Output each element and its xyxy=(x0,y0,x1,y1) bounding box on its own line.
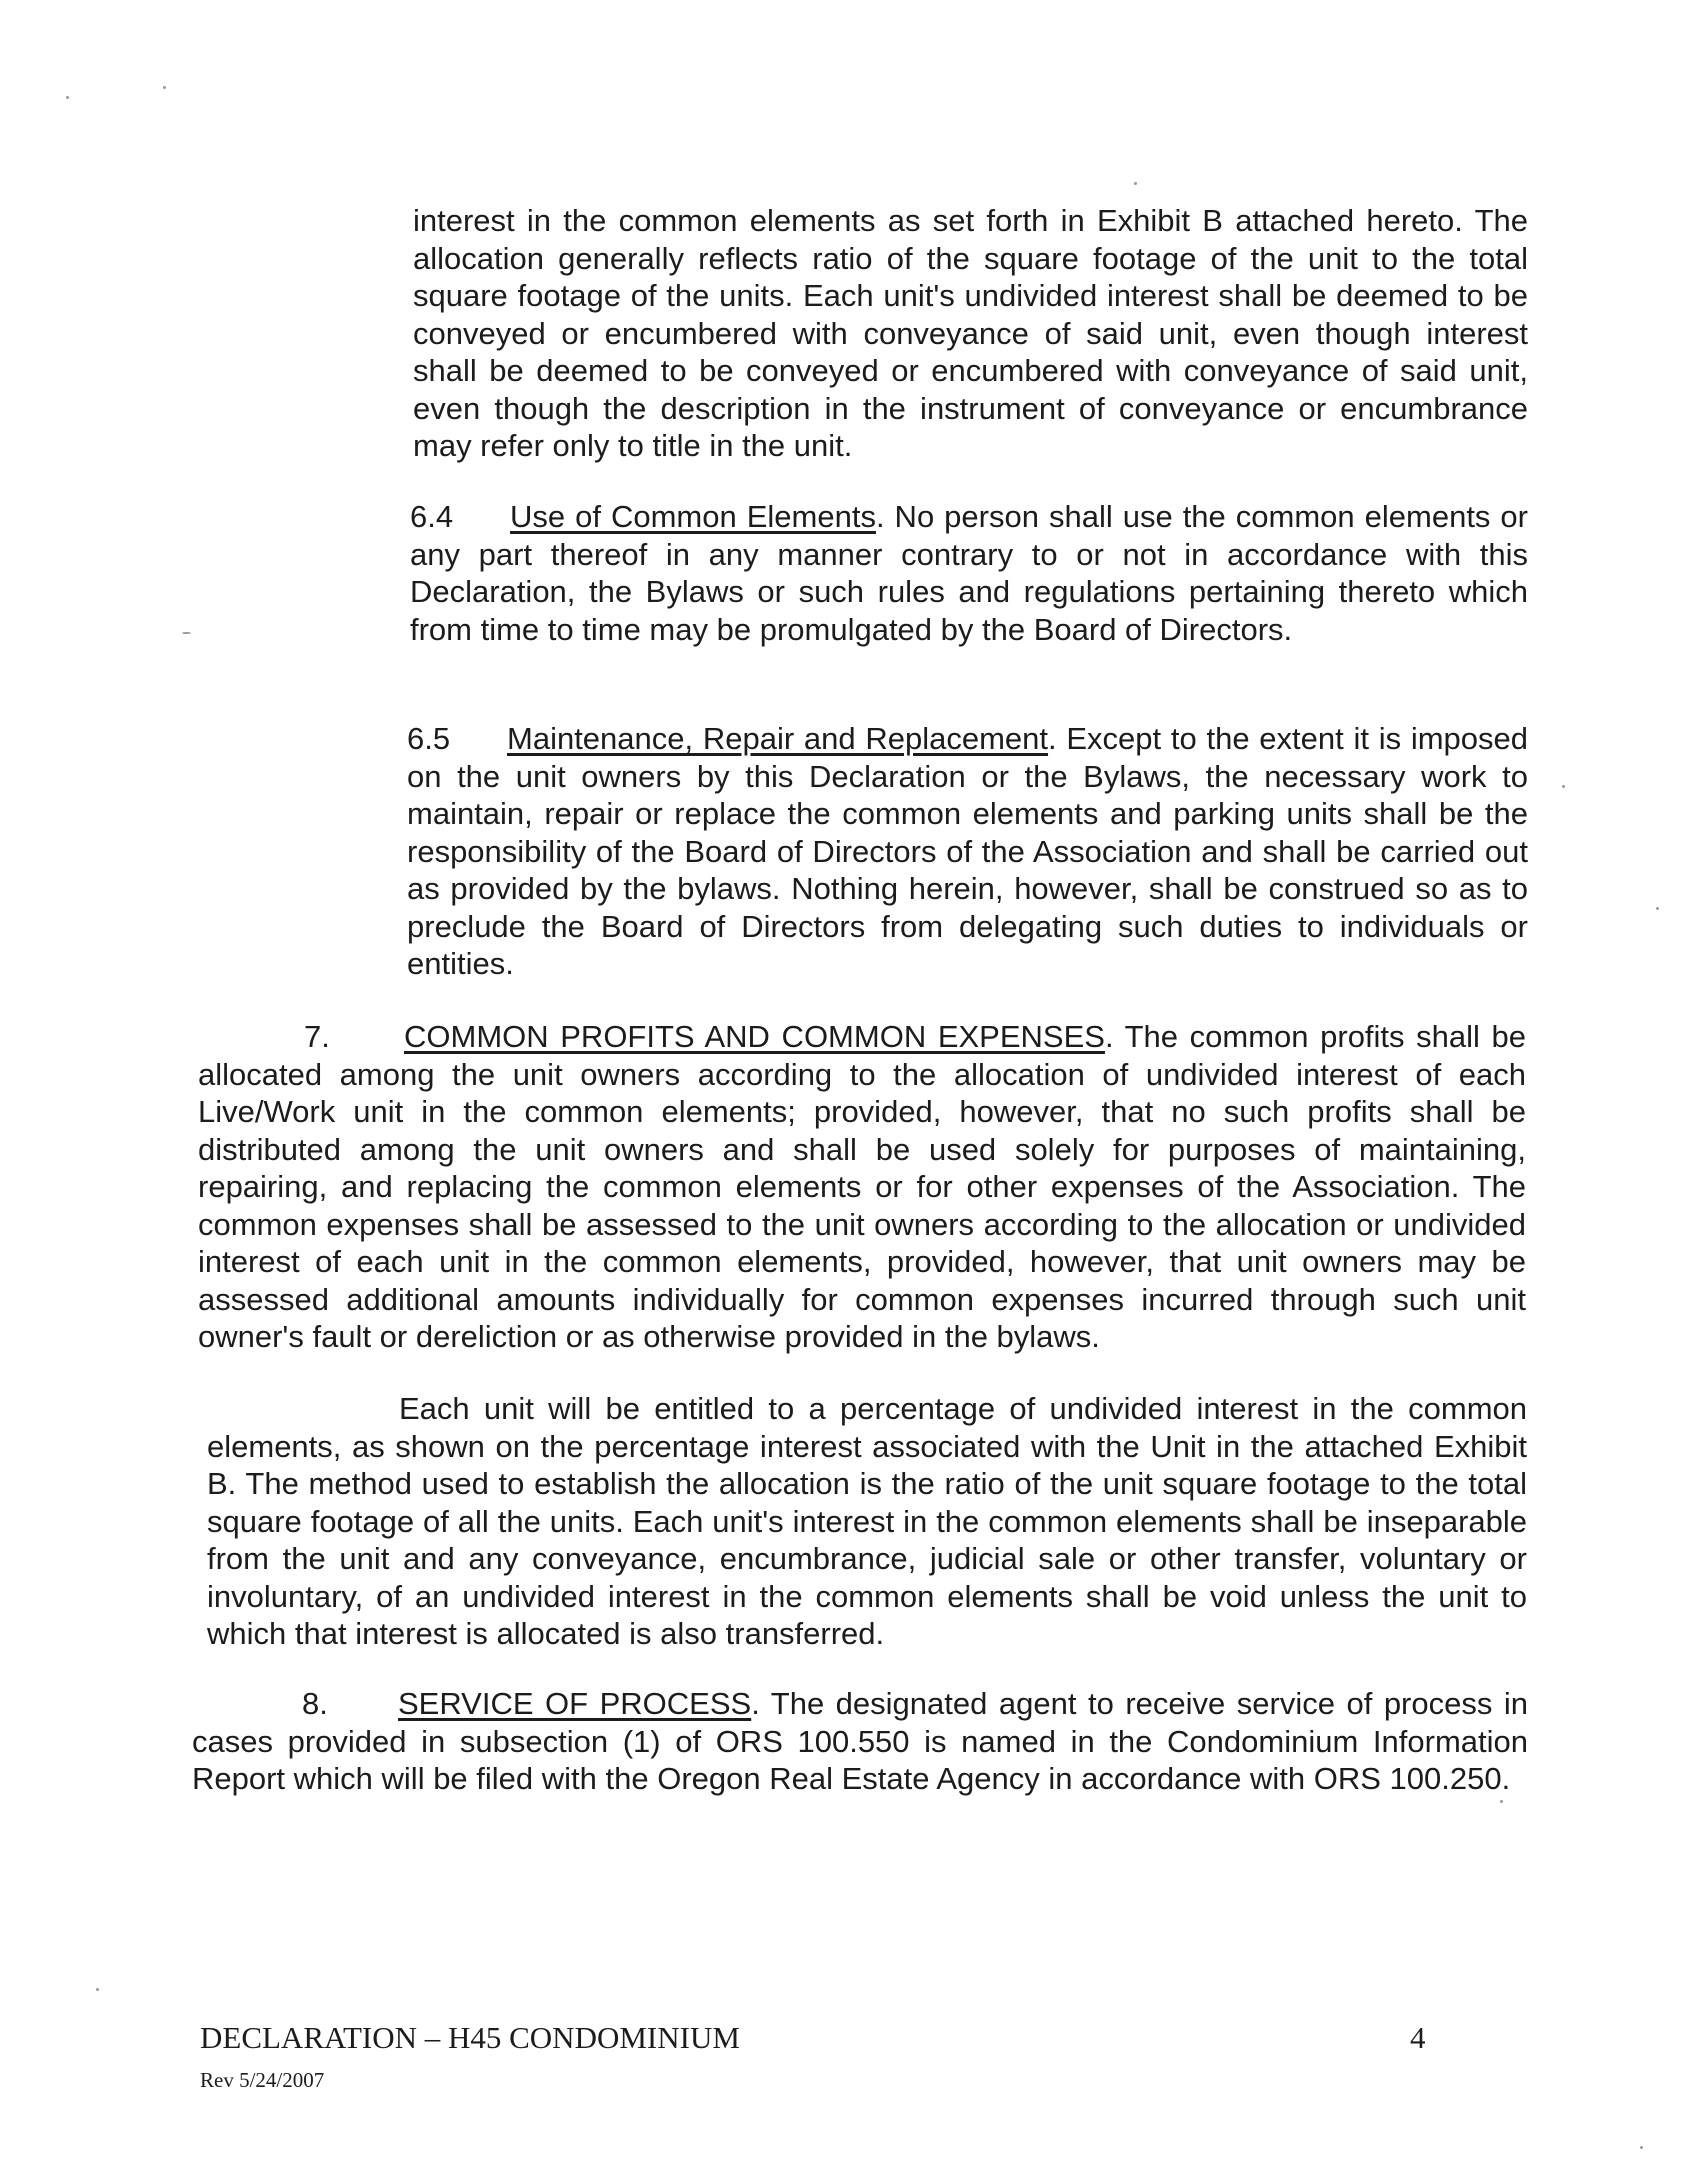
section-text: . Except to the extent it is imposed on the unit owners by this Declaration or the Bylaws, the necessary work to maintain, repair or replace the common elements and parking units shall be the responsibility of the Board of Directors of the Association and shall be carried out as provided by the bylaws. Nothing herein, however, shall be construed so as to preclude the Board of Directors from delegating such duties to individuals or entities. xyxy=(407,721,1529,981)
scan-speck xyxy=(66,96,69,99)
section-text: . The designated agent to receive service of process in cases provided in subsection (1) of ORS 100.550 is named in the Condominium Information Report which will be filed with the Oregon Real Estate Agency in accordance with ORS 100.250. xyxy=(192,1686,1528,1796)
scan-speck xyxy=(1134,182,1137,185)
section-number: 6.4 xyxy=(410,499,454,534)
section-heading: SERVICE OF PROCESS xyxy=(398,1686,752,1721)
scan-speck xyxy=(1562,785,1565,788)
scan-speck xyxy=(96,1988,99,1991)
section-6-4 xyxy=(410,498,1528,648)
paragraph-continuation: interest in the common elements as set forth in Exhibit B attached hereto. The allocation generally reflects ratio of the square footage of the unit to the total square footage of the units. Each unit's undivided interest shall be deemed to be conveyed or encumbered with conveyance of said unit, even though interest shall be deemed to be conveyed or encumbered with conveyance of said unit, even though the description in the instrument of conveyance or encumbrance may refer only to title in the unit. xyxy=(413,203,1528,463)
scan-speck xyxy=(1640,2146,1643,2149)
section-7 xyxy=(198,1018,1526,1356)
scan-speck xyxy=(163,86,166,89)
section-text: . No person shall use the common elements or any part thereof in any manner contrary to or not in accordance with this Declaration, the Bylaws or such rules and regulations pertaining thereto which from time to time may be promulgated by the Board of Directors. xyxy=(410,499,1528,647)
footer-revision-date: Rev 5/24/2007 xyxy=(200,2068,325,2092)
section-number: 6.5 xyxy=(407,721,451,756)
scan-speck xyxy=(1656,907,1659,910)
footer-document-title: DECLARATION – H45 CONDOMINIUM xyxy=(200,2020,740,2055)
section-text: . The common profits shall be allocated among the unit owners according to the allocation of undivided interest of each Live/Work unit in the common elements; provided, however, that no such profits shall be distributed among the unit owners and shall be used solely for purposes of maintaining, repairing, and replacing the common elements or for other expenses of the Association. The common expenses shall be assessed to the unit owners according to the allocation or undivided interest of each unit in the common elements, provided, however, that unit owners may be assessed additional amounts individually for common expenses incurred through such unit owner's fault or dereliction or as otherwise provided in the bylaws. xyxy=(198,1019,1527,1354)
section-number: 8. xyxy=(302,1686,328,1721)
section-8 xyxy=(192,1685,1528,1798)
scan-speck xyxy=(182,632,191,634)
scan-speck xyxy=(1500,1800,1503,1803)
section-heading: Use of Common Elements xyxy=(510,499,876,534)
section-6-5 xyxy=(407,720,1528,983)
page-number: 4 xyxy=(1410,2020,1426,2055)
section-7-paragraph-2: Each unit will be entitled to a percentage of undivided interest in the common elements, as shown on the percentage interest associated with the Unit in the attached Exhibit B. The method used to establish the allocation is the ratio of the unit square footage to the total square footage of all the units. Each unit's interest in the common elements shall be inseparable from the unit and any conveyance, encumbrance, judicial sale or other transfer, voluntary or involuntary, of an undivided interest in the common elements shall be void unless the unit to which that interest is allocated is also transferred. xyxy=(207,1391,1527,1651)
section-heading: COMMON PROFITS AND COMMON EXPENSES xyxy=(404,1019,1105,1054)
section-heading: Maintenance, Repair and Replacement xyxy=(507,721,1049,756)
section-number: 7. xyxy=(304,1019,330,1054)
